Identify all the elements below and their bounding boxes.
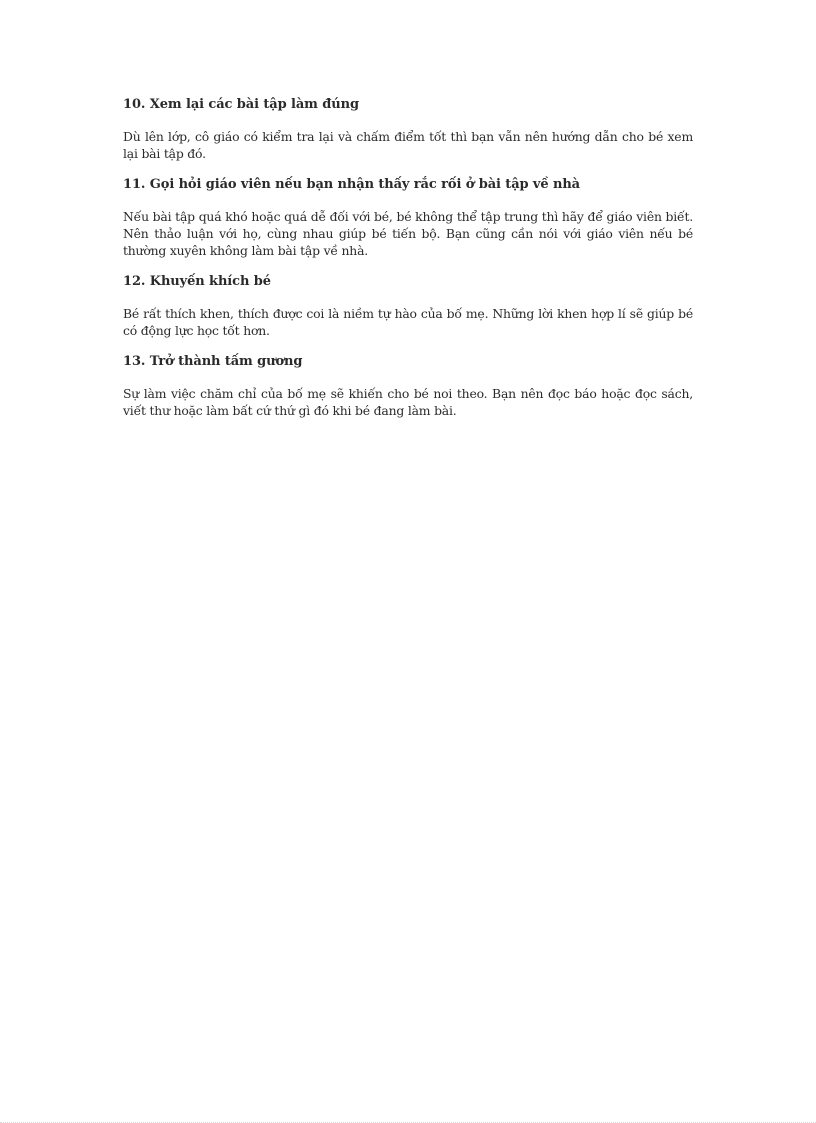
section-paragraph: Dù lên lớp, cô giáo có kiểm tra lại và chấm điểm tốt thì bạn vẫn nên hướng dẫn cho bé xem lại bài tập đó. <box>123 129 693 161</box>
section-paragraph: Sự làm việc chăm chỉ của bố mẹ sẽ khiến cho bé noi theo. Bạn nên đọc báo hoặc đọc sách, viết thư hoặc làm bất cứ thứ gì đó khi bé đang làm bài. <box>123 386 693 418</box>
section-11 <box>123 176 693 259</box>
section-10 <box>123 96 693 162</box>
section-heading: 13. Trở thành tấm gương <box>123 354 303 369</box>
section-heading: 10. Xem lại các bài tập làm đúng <box>123 97 359 112</box>
section-paragraph: Bé rất thích khen, thích được coi là niềm tự hào của bố mẹ. Những lời khen hợp lí sẽ giúp bé có động lực học tốt hơn. <box>123 306 693 338</box>
document-body <box>123 96 693 433</box>
section-13 <box>123 353 693 419</box>
section-paragraph: Nếu bài tập quá khó hoặc quá dễ đối với bé, bé không thể tập trung thì hãy để giáo viên biết. Nên thảo luận với họ, cùng nhau giúp bé tiến bộ. Bạn cũng cần nói với giáo viên nếu bé thường xuyên không làm bài tập về nhà. <box>123 209 693 258</box>
section-12 <box>123 273 693 339</box>
section-heading: 12. Khuyến khích bé <box>123 274 271 289</box>
section-heading: 11. Gọi hỏi giáo viên nếu bạn nhận thấy rắc rối ở bài tập về nhà <box>123 177 581 192</box>
